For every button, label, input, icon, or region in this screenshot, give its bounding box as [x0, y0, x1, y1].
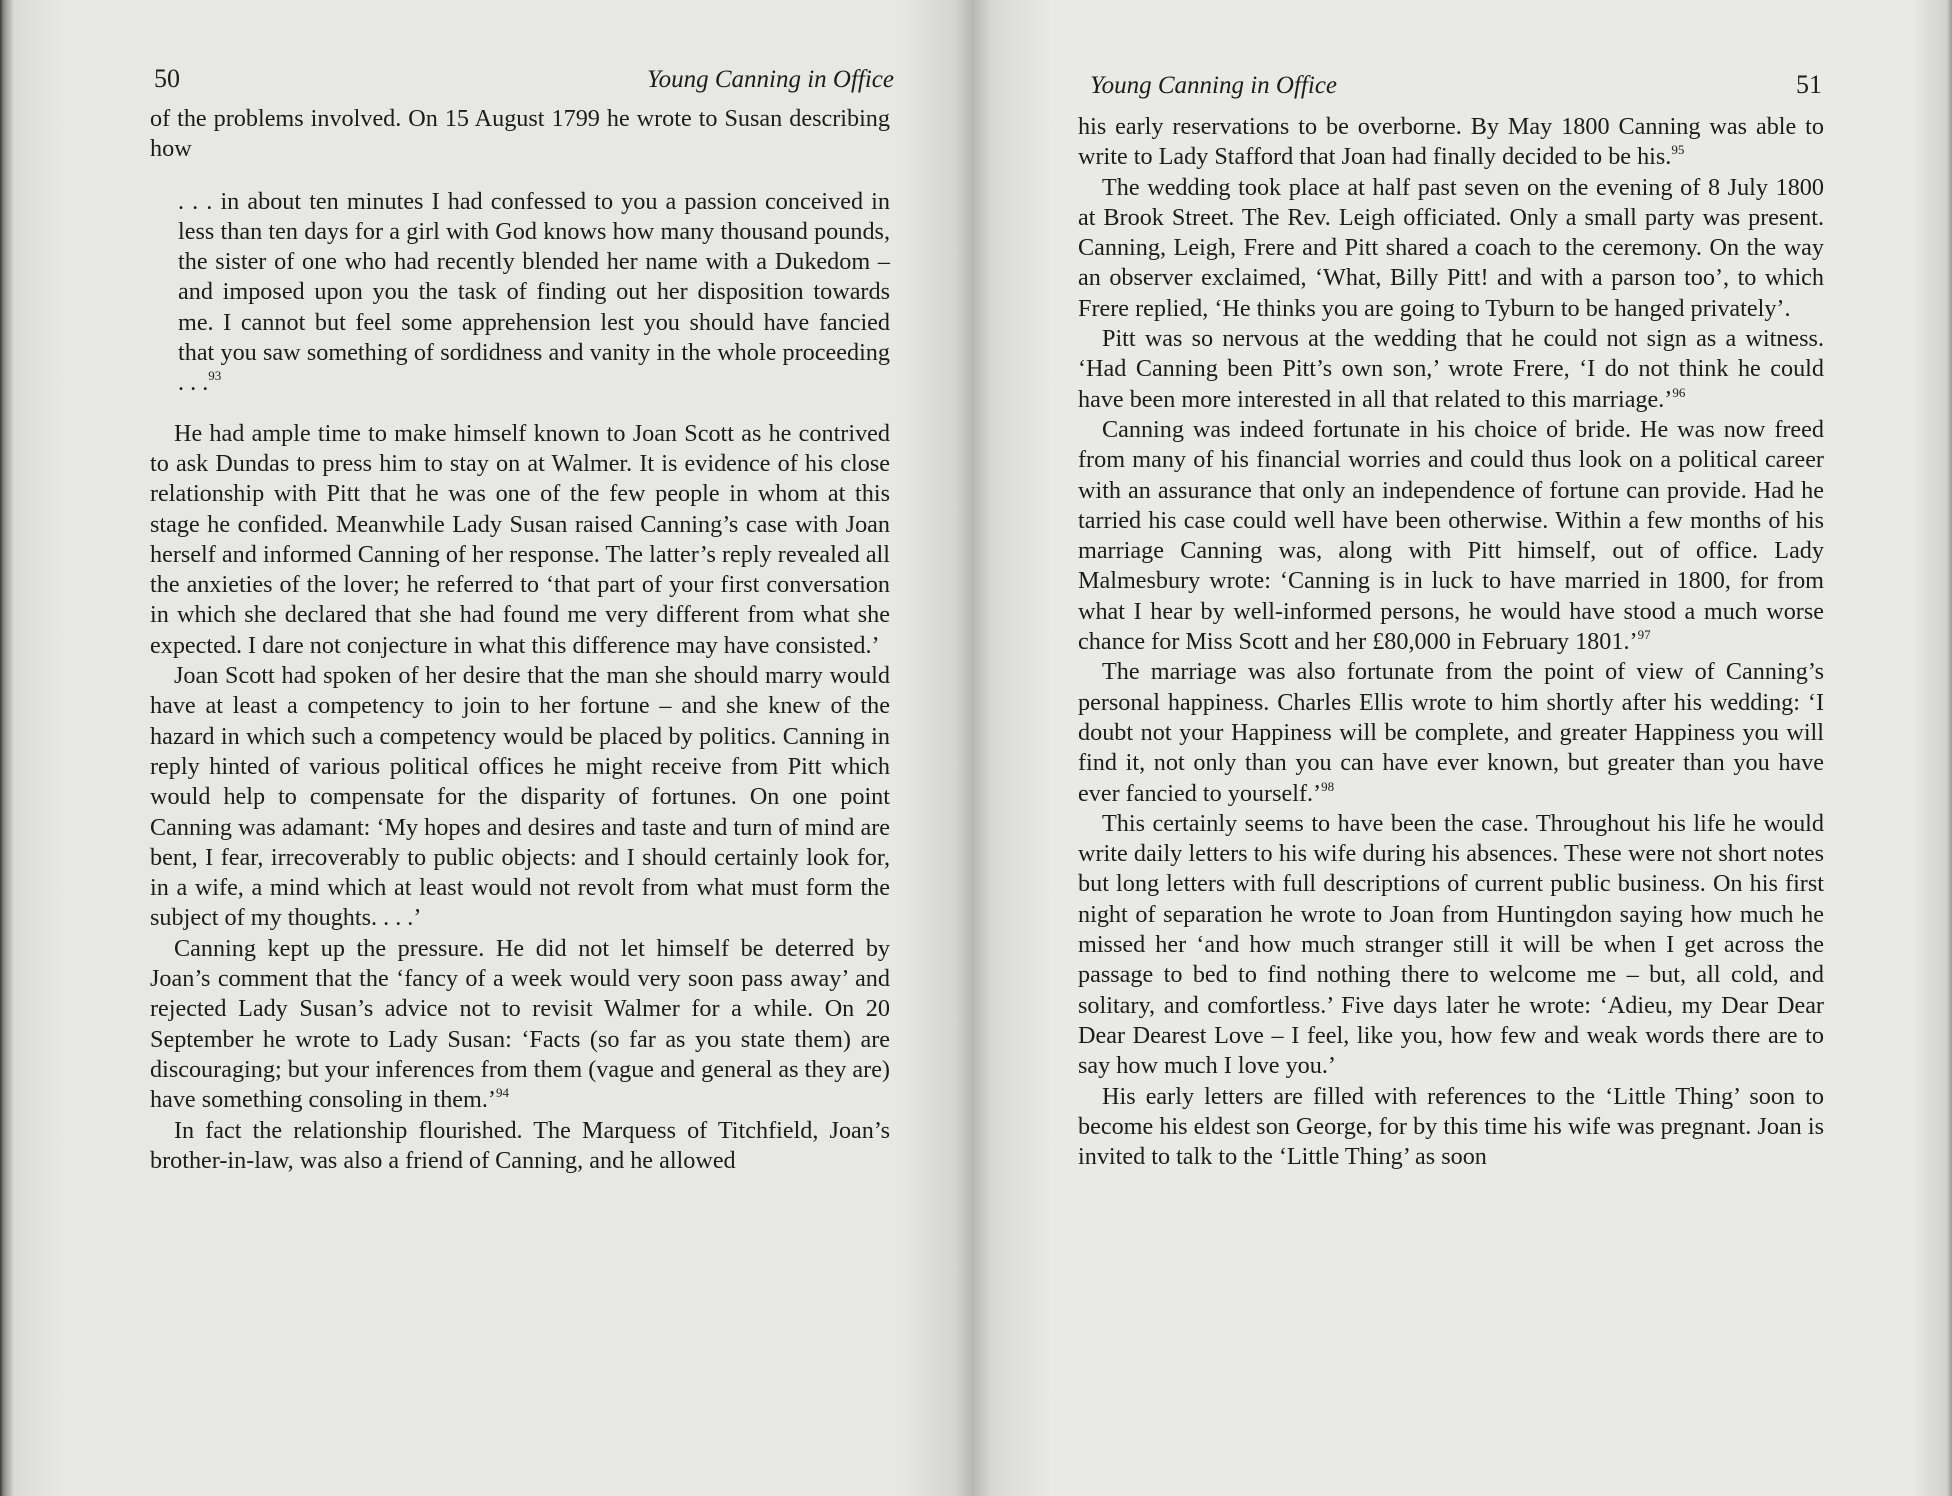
paragraph [1078, 809, 1824, 1082]
paragraph [150, 934, 890, 1116]
footnote-marker: 93 [208, 368, 222, 384]
paragraph-text: Canning was indeed fortunate in his choice of bride. He was now freed from many of his financial worries and could thus look on a political career with an assurance that only an independence of fortune can provide. Had he tarried his case could well have been otherwise. Within a few months of his marriage Canning was, along with Pitt himself, out of office. Lady Malmesbury wrote: ‘Canning is in luck to have married in 1800, for from what I hear by well-informed persons, he would have stood a much worse chance for Miss Scott and her £80,000 in February 1801.’ [1078, 415, 1824, 656]
right-page-header [1090, 70, 1822, 110]
left-page-body [150, 104, 890, 1176]
paragraph [1078, 324, 1824, 415]
footnote-marker: 97 [1637, 627, 1651, 643]
paragraph [150, 104, 890, 165]
paragraph [1078, 415, 1824, 657]
paragraph-text: his early reservations to be overborne. By May 1800 Canning was able to write to Lady Stafford that Joan had finally decided to be his. [1078, 113, 1824, 171]
paragraph-text: This certainly seems to have been the case. Throughout his life he would write daily letters to his wife during his absences. These were not short notes but long letters with full descriptions of current public business. On his first night of separation he wrote to Joan from Huntingdon saying how much he missed her ‘and how much stranger still it will be when I get across the passage to bed to find nothing there to welcome me – but, all cold, and solitary, and comfortless.’ Five days later he wrote: ‘Adieu, my Dear Dear Dear Dearest Love – I feel, like you, how few and weak words there are to say how much I love you.’ [1078, 809, 1824, 1080]
footnote-marker: 98 [1321, 778, 1335, 794]
paragraph-text: Pitt was so nervous at the wedding that he could not sign as a witness. ‘Had Canning been Pitt’s own son,’ wrote Frere, ‘I do not think he could have been more interested in all that related to this marriage.’ [1078, 325, 1824, 413]
paragraph-text: The marriage was also fortunate from the point of view of Canning’s personal happiness. Charles Ellis wrote to him shortly after his wedding: ‘I doubt not your Happiness will be complete, and greater Happiness you will find it, not only than you can have ever known, but greater than you have ever fancied to yourself.’ [1078, 658, 1824, 807]
paragraph-text: . . . in about ten minutes I had confessed to you a passion conceived in less than ten days for a girl with God knows how many thousand pounds, the sister of one who had recently blended her name with a Dukedom – and imposed upon you the task of finding out her disposition towards me. I cannot but feel some apprehension lest you should have fancied that you saw something of sordidness and vanity in the whole proceeding . . . [178, 187, 890, 397]
running-head: Young Canning in Office [1090, 72, 1338, 99]
paragraph-text: Canning kept up the pressure. He did not let himself be deterred by Joan’s comment that the ‘fancy of a week would very soon pass away’ and rejected Lady Susan’s advice not to revisit Walmer for a while. On 20 September he wrote to Lady Susan: ‘Facts (so far as you state them) are discouraging; but your inferences from them (vague and general as they are) have something consoling in them.’ [150, 934, 890, 1114]
paragraph-text: In fact the relationship flourished. The Marquess of Titchfield, Joan’s brother-in-law, was also a friend of Canning, and he allowed [150, 1116, 890, 1174]
page-number: 50 [154, 64, 180, 93]
paragraph [1078, 173, 1824, 324]
paragraph [1078, 112, 1824, 173]
paragraph-text: Joan Scott had spoken of her desire that the man she should marry would have at least a competency to join to her fortune – and she knew of the hazard in which such a competency would be placed by politics. Canning in reply hinted of various political offices he might receive from Pitt which would help to compensate for the disparity of fortunes. On one point Canning was adamant: ‘My hopes and desires and taste and turn of mind are bent, I fear, irrecoverably to public objects: and I should certainly look for, in a wife, a mind which at least would not revolt from what must form the subject of my thoughts. . . .’ [150, 662, 890, 932]
running-head: Young Canning in Office [646, 66, 894, 93]
footnote-marker: 96 [1672, 384, 1686, 400]
page-number: 51 [1796, 70, 1822, 99]
right-page [972, 0, 1952, 1496]
right-page-body [1078, 112, 1824, 1172]
paragraph [150, 1116, 890, 1177]
paragraph-text: His early letters are filled with references to the ‘Little Thing’ soon to become his eldest son George, for by this time his wife was pregnant. Joan is invited to talk to the ‘Little Thing’ as soon [1078, 1082, 1824, 1171]
left-page [0, 0, 972, 1496]
paragraph [150, 661, 890, 934]
paragraph-text: The wedding took place at half past seven on the evening of 8 July 1800 at Brook Street. The Rev. Leigh officiated. Only a small party was present. Canning, Leigh, Frere and Pitt shared a coach to the ceremony. On the way an observer exclaimed, ‘What, Billy Pitt! and with a parson too’, to which Frere replied, ‘He thinks you are going to Tyburn to be hanged privately’. [1078, 173, 1824, 322]
left-page-header [154, 64, 894, 104]
paragraph-text: of the problems involved. On 15 August 1799 he wrote to Susan describing how [150, 105, 890, 163]
paragraph [1078, 657, 1824, 808]
footnote-marker: 94 [495, 1085, 509, 1101]
footnote-marker: 95 [1671, 142, 1685, 158]
paragraph [1078, 1082, 1824, 1173]
paragraph-text: He had ample time to make himself known to Joan Scott as he contrived to ask Dundas to press him to stay on at Walmer. It is evidence of his close relationship with Pitt that he was one of the few people in whom at this stage he confided. Meanwhile Lady Susan raised Canning’s case with Joan herself and informed Canning of her response. The latter’s reply revealed all the anxieties of the lover; he referred to ‘that part of your first conversation in which she declared that she had found me very different from what she expected. I dare not conjecture in what this difference may have consisted.’ [150, 419, 890, 659]
paragraph [150, 419, 890, 661]
block-quote [178, 187, 890, 399]
